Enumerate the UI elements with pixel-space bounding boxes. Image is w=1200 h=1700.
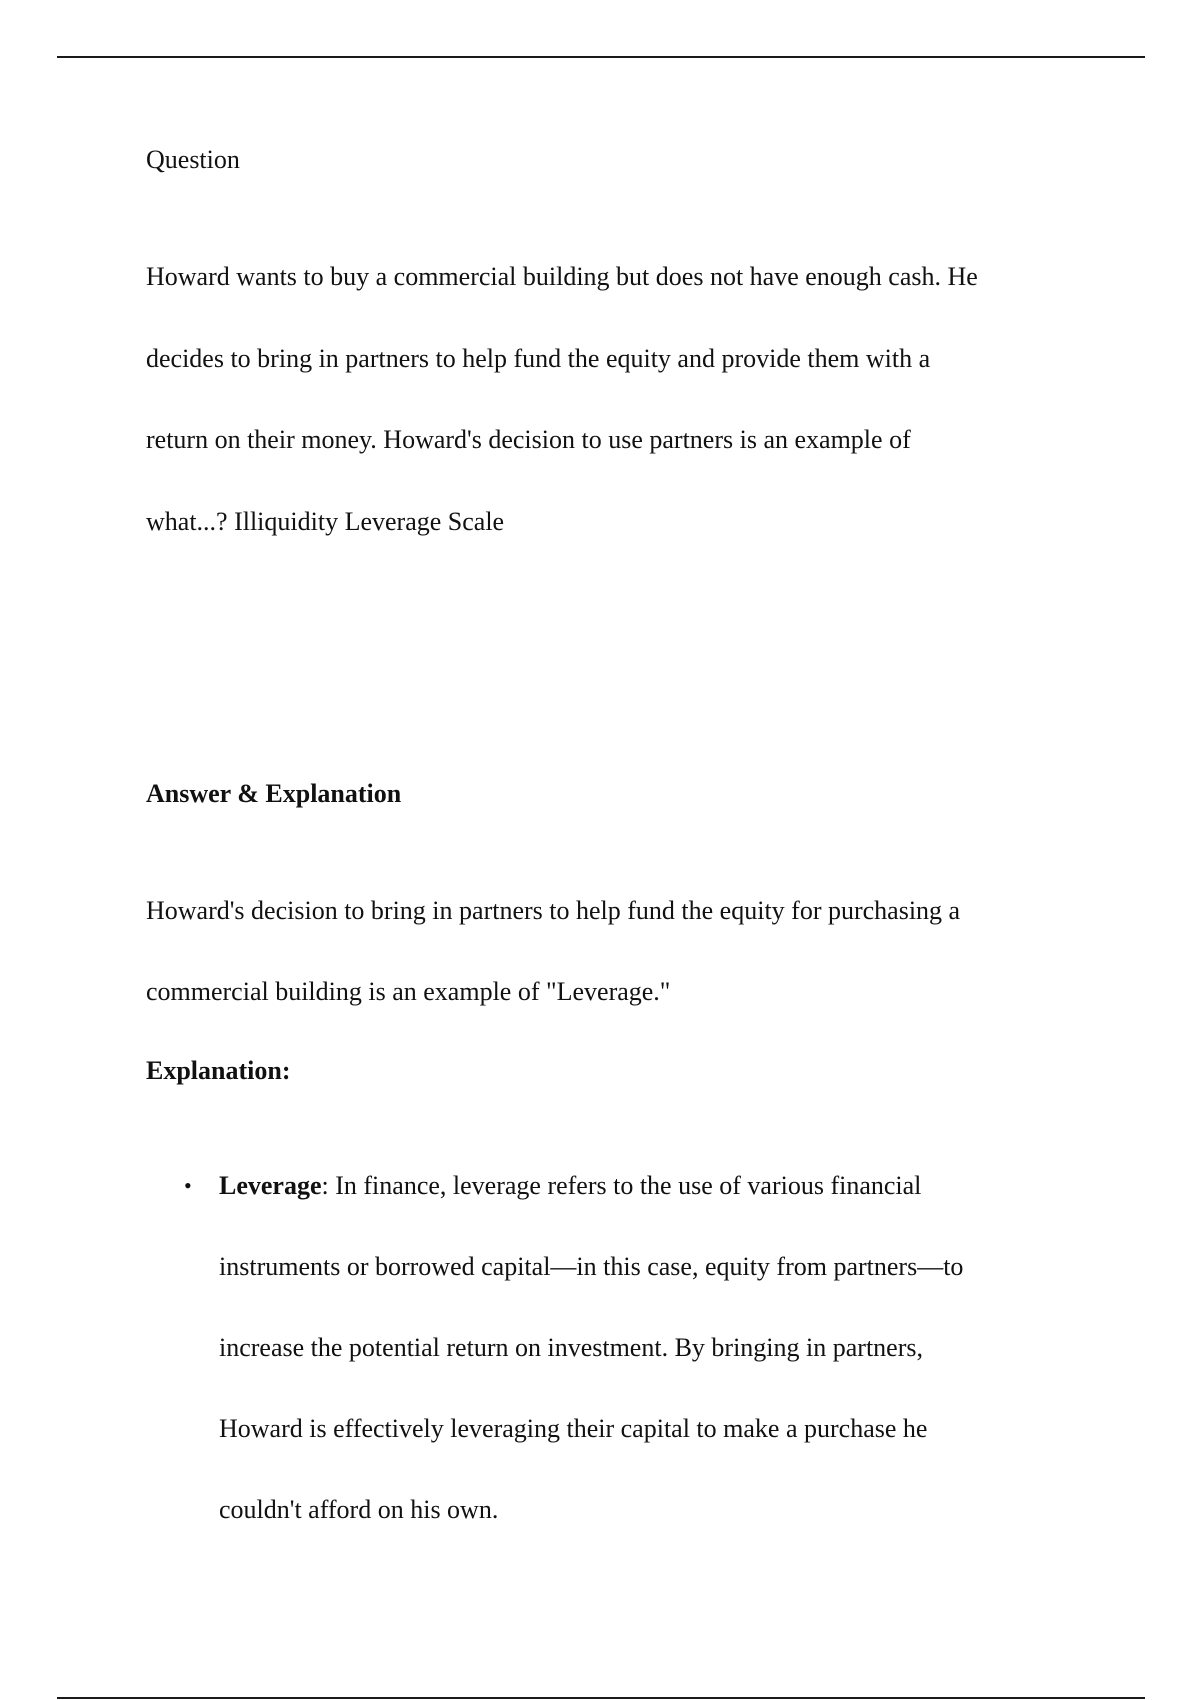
question-line: return on their money. Howard's decision to use partners is an example of <box>146 425 911 454</box>
top-rule <box>57 56 1145 58</box>
answer-line: commercial building is an example of "Leverage." <box>146 977 671 1006</box>
question-text <box>146 236 1066 562</box>
question-label: Question <box>146 145 240 174</box>
question-line: decides to bring in partners to help fund the equity and provide them with a <box>146 343 931 373</box>
bullet-line: Howard is effectively leveraging their capital to make a purchase he <box>219 1414 928 1443</box>
bullet-line: couldn't afford on his own. <box>219 1495 499 1524</box>
answer-heading: Answer & Explanation <box>146 779 402 808</box>
bullet-icon: • <box>184 1173 192 1198</box>
bottom-rule <box>57 1697 1145 1699</box>
explanation-heading: Explanation: <box>146 1056 291 1085</box>
explanation-list <box>146 1145 1046 1550</box>
bullet-term: Leverage <box>219 1171 322 1200</box>
bullet-first-line <box>219 1145 1046 1226</box>
bullet-first-line-text: : In finance, leverage refers to the use of various financial <box>321 1171 922 1200</box>
question-line: what...? Illiquidity Leverage Scale <box>146 506 505 536</box>
question-line: Howard wants to buy a commercial building but does not have enough cash. He <box>146 262 978 291</box>
answer-text <box>146 870 1066 1032</box>
bullet-line: instruments or borrowed capital—in this case, equity from partners—to <box>219 1252 964 1281</box>
list-item <box>146 1145 1046 1550</box>
bullet-line: increase the potential return on investment. By bringing in partners, <box>219 1333 923 1362</box>
answer-line: Howard's decision to bring in partners to help fund the equity for purchasing a <box>146 896 961 925</box>
